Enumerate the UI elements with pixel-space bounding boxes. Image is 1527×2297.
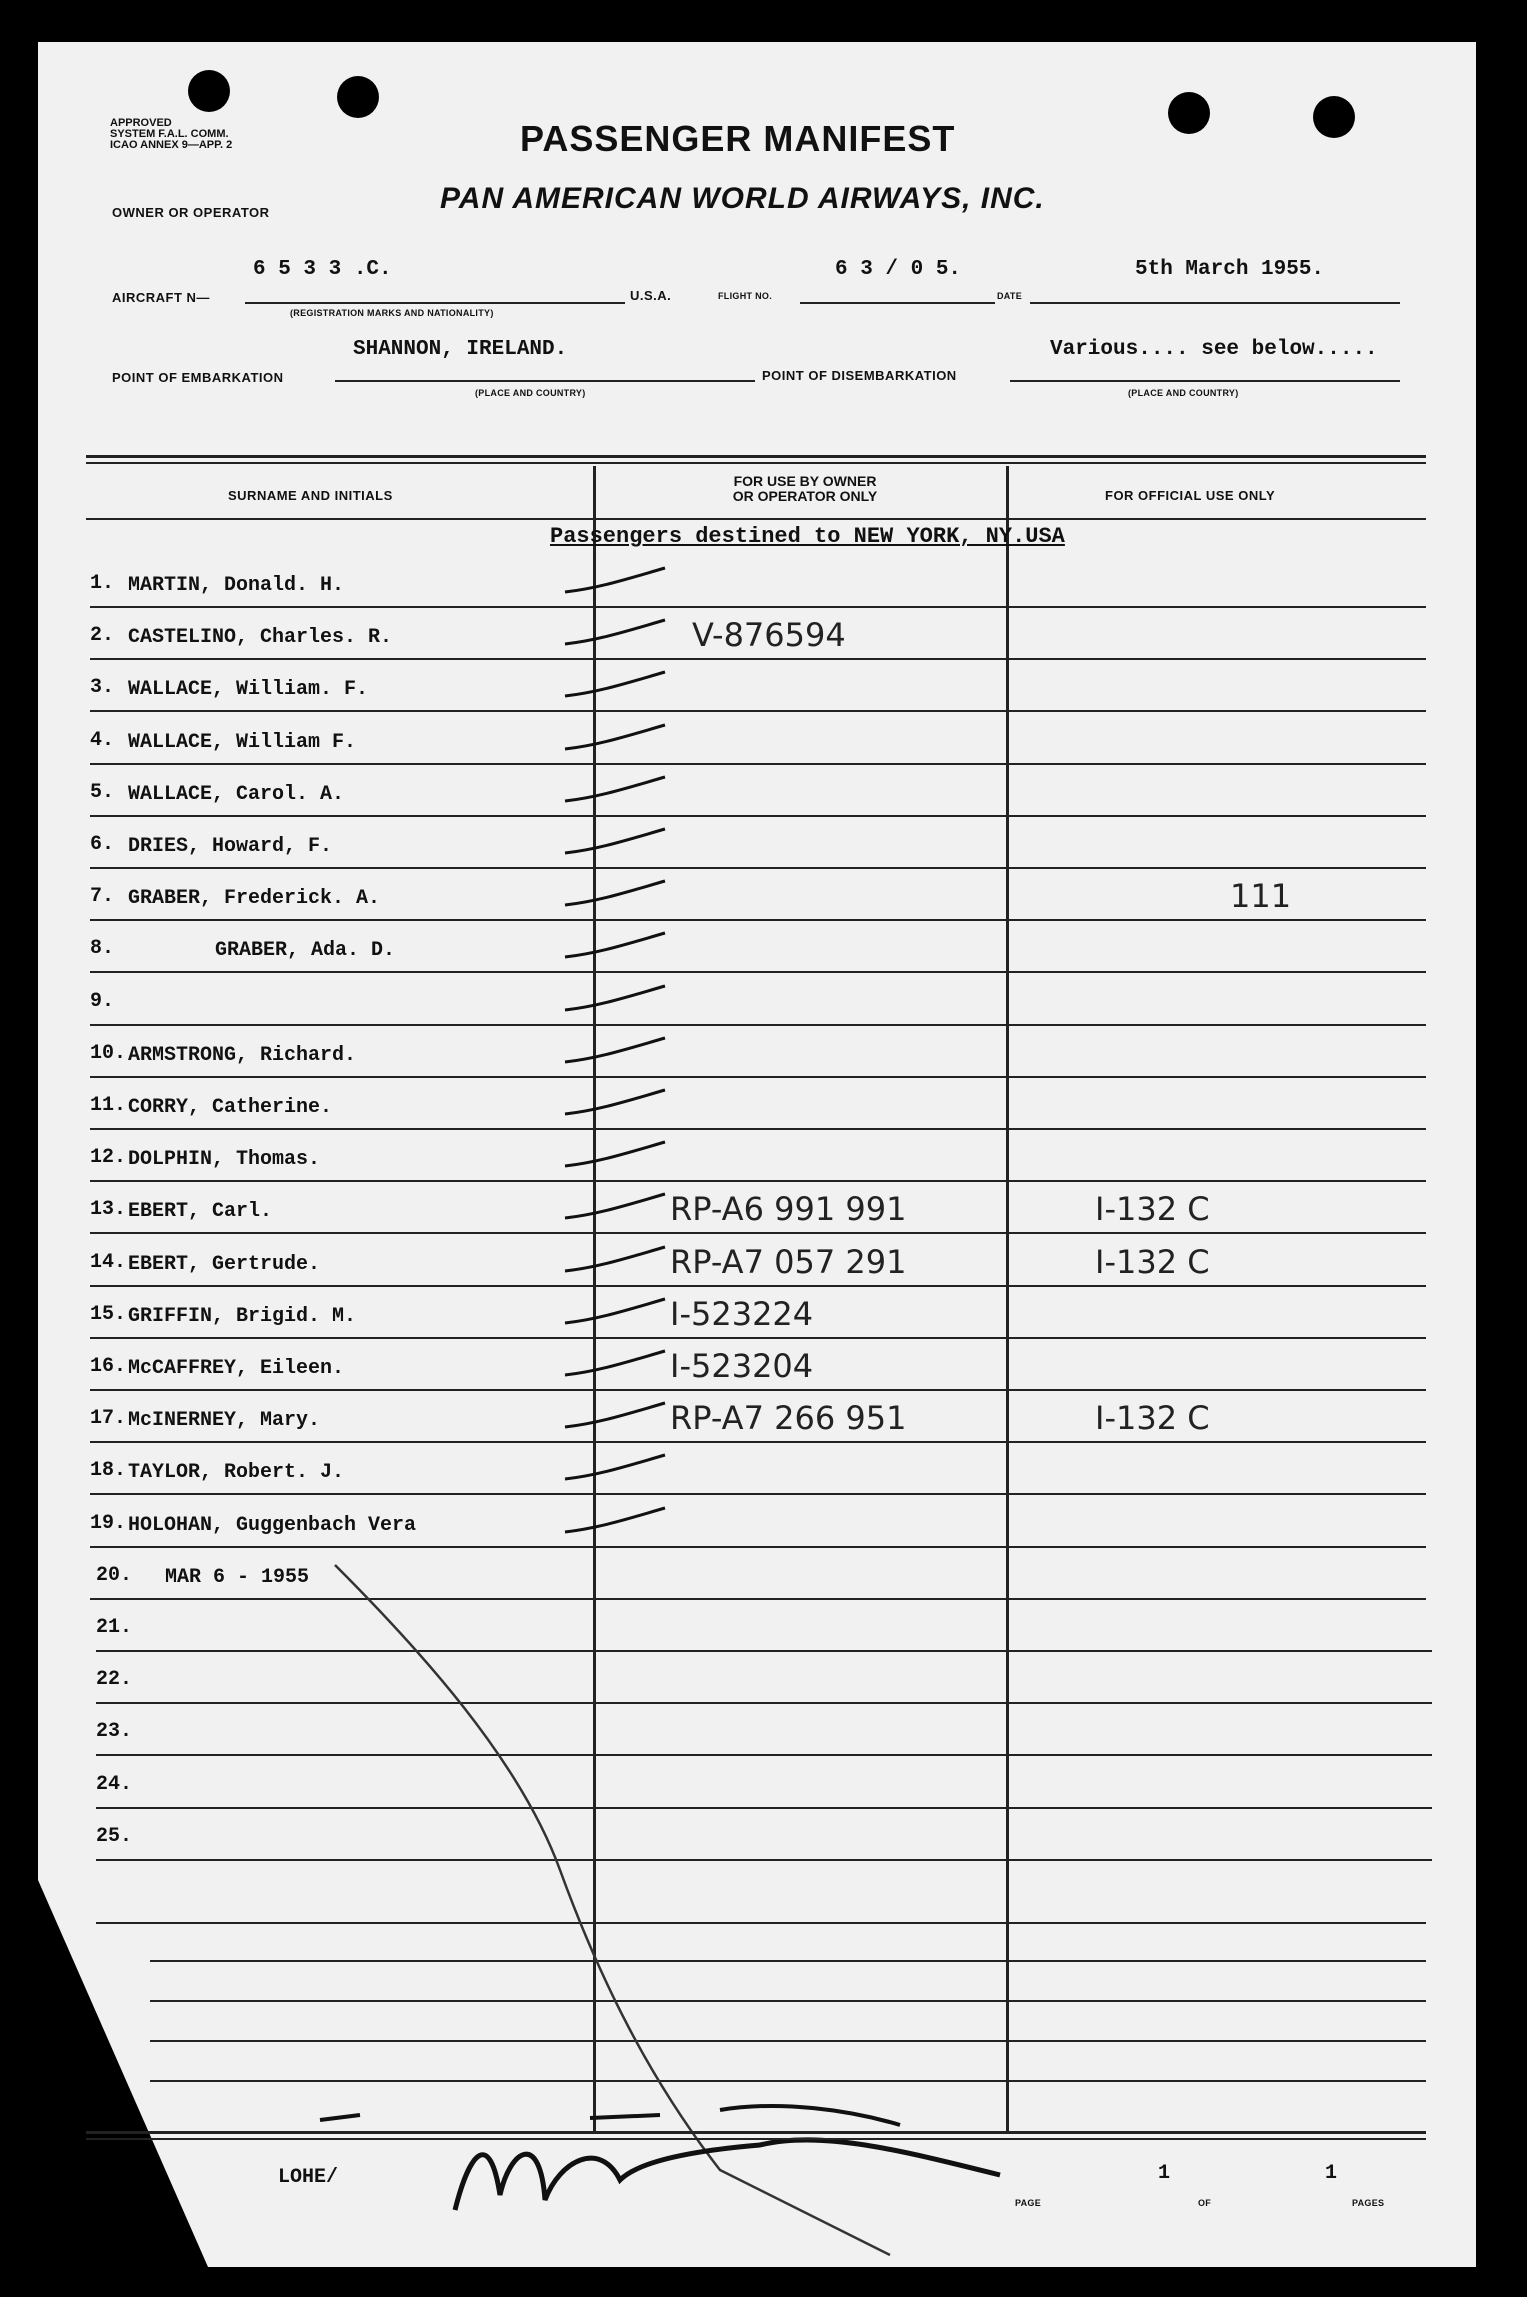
page-number: 1	[1158, 2162, 1171, 2185]
passenger-name: GRABER, Ada. D.	[215, 939, 396, 962]
approval-line: SYSTEM F.A.L. COMM.	[110, 128, 229, 140]
row-number: 13.	[90, 1198, 127, 1221]
row-number: 15.	[90, 1303, 127, 1326]
row-number: 10.	[90, 1042, 127, 1065]
footer-rule	[86, 2131, 1426, 2134]
page-title: PASSENGER MANIFEST	[520, 118, 956, 159]
disembark-label: POINT OF DISEMBARKATION	[762, 368, 957, 383]
row-number: 9.	[90, 990, 115, 1013]
passenger-name: DRIES, Howard, F.	[128, 835, 333, 858]
signer-initials: LOHE/	[278, 2166, 339, 2189]
passenger-name: HOLOHAN, Guggenbach Vera	[128, 1514, 417, 1537]
row-number: 20.	[96, 1564, 133, 1587]
col-header-owner-line: OR OPERATOR ONLY	[732, 488, 878, 504]
official-mark: 111	[1230, 877, 1292, 915]
col-header-surname: SURNAME AND INITIALS	[228, 488, 393, 503]
official-mark: I-132 C	[1095, 1243, 1210, 1281]
row-number: 23.	[96, 1720, 133, 1743]
embark-value: SHANNON, IRELAND.	[353, 338, 568, 361]
passenger-name: ARMSTRONG, Richard.	[128, 1044, 357, 1067]
embark-label: POINT OF EMBARKATION	[112, 370, 284, 385]
passenger-name: WALLACE, William. F.	[128, 678, 369, 701]
approval-line: ICAO ANNEX 9—APP. 2	[110, 139, 233, 151]
date-value: 5th March 1955.	[1135, 258, 1325, 281]
aircraft-label: AIRCRAFT N—	[112, 290, 210, 305]
document-number: I-523224	[670, 1295, 814, 1333]
page-count: 1	[1325, 2162, 1338, 2185]
row-number: 2.	[90, 624, 115, 647]
col-header-owner-line: FOR USE BY OWNER	[733, 473, 877, 489]
owner-label: OWNER OR OPERATOR	[112, 205, 270, 220]
row-number: 18.	[90, 1459, 127, 1482]
disembark-value: Various.... see below.....	[1050, 338, 1378, 361]
row-number: 11.	[90, 1094, 127, 1117]
passenger-name: GRABER, Frederick. A.	[128, 887, 381, 910]
pages-label: PAGES	[1352, 2198, 1385, 2208]
destination-line: Passengers destined to NEW YORK, NY.USA	[550, 524, 1065, 549]
row-number: 4.	[90, 729, 115, 752]
official-mark: I-132 C	[1095, 1399, 1210, 1437]
flight-value: 6 3 / 0 5.	[835, 258, 962, 281]
flight-label: FLIGHT NO.	[718, 291, 772, 301]
passenger-name: McINERNEY, Mary.	[128, 1409, 321, 1432]
passenger-name: CASTELINO, Charles. R.	[128, 626, 393, 649]
place-caption-left: (PLACE AND COUNTRY)	[475, 388, 586, 398]
airline-name: PAN AMERICAN WORLD AIRWAYS, INC.	[440, 182, 1045, 215]
date-label: DATE	[997, 291, 1023, 301]
aircraft-value: 6 5 3 3 .C.	[253, 258, 392, 281]
passenger-name: MARTIN, Donald. H.	[128, 574, 345, 597]
passenger-name: WALLACE, Carol. A.	[128, 783, 345, 806]
document-number: RP-A7 057 291	[670, 1243, 907, 1281]
document-number: V-876594	[692, 616, 846, 654]
passenger-name: TAYLOR, Robert. J.	[128, 1461, 345, 1484]
page-label: PAGE	[1015, 2198, 1042, 2208]
row-number: 17.	[90, 1407, 127, 1430]
row-number: 22.	[96, 1668, 133, 1691]
row-number: 1.	[90, 572, 115, 595]
row-number: 16.	[90, 1355, 127, 1378]
row-number: 24.	[96, 1773, 133, 1796]
row-number: 21.	[96, 1616, 133, 1639]
document-number: RP-A7 266 951	[670, 1399, 907, 1437]
place-caption-right: (PLACE AND COUNTRY)	[1128, 388, 1239, 398]
row-number: 7.	[90, 885, 115, 908]
col-header-official: FOR OFFICIAL USE ONLY	[1105, 488, 1276, 503]
passenger-name: WALLACE, William F.	[128, 731, 357, 754]
passenger-name: McCAFFREY, Eileen.	[128, 1357, 345, 1380]
document-number: RP-A6 991 991	[670, 1190, 907, 1228]
passenger-name: EBERT, Carl.	[128, 1200, 273, 1223]
row-number: 25.	[96, 1825, 133, 1848]
passenger-name: CORRY, Catherine.	[128, 1096, 333, 1119]
official-mark: I-132 C	[1095, 1190, 1210, 1228]
row-number: 12.	[90, 1146, 127, 1169]
row-number: 8.	[90, 937, 115, 960]
row-number: 14.	[90, 1251, 127, 1274]
passenger-name: MAR 6 - 1955	[165, 1566, 310, 1589]
passenger-name: GRIFFIN, Brigid. M.	[128, 1305, 357, 1328]
passenger-name: DOLPHIN, Thomas.	[128, 1148, 321, 1171]
footer-rule	[86, 2138, 1426, 2140]
document-number: I-523204	[670, 1347, 814, 1385]
of-label: OF	[1198, 2198, 1212, 2208]
approval-line: APPROVED	[110, 117, 172, 129]
registration-caption: (REGISTRATION MARKS AND NATIONALITY)	[290, 308, 494, 318]
passenger-name: EBERT, Gertrude.	[128, 1253, 321, 1276]
row-number: 19.	[90, 1512, 127, 1535]
row-number: 6.	[90, 833, 115, 856]
usa-label: U.S.A.	[630, 288, 672, 303]
row-number: 5.	[90, 781, 115, 804]
row-number: 3.	[90, 676, 115, 699]
